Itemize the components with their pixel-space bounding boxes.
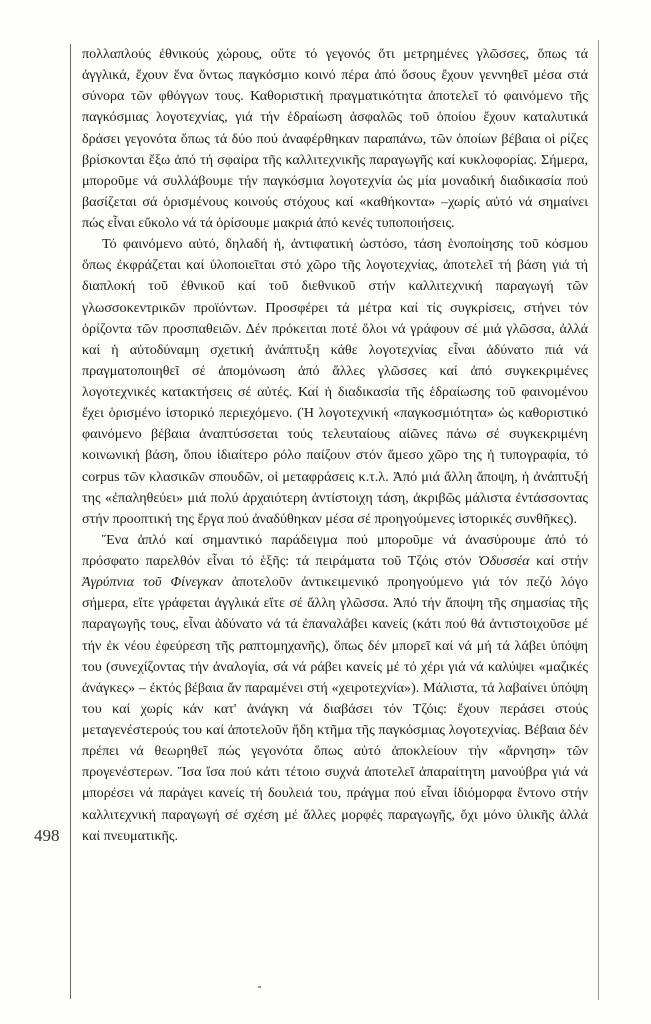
- paragraph-3: [82, 530, 588, 847]
- scan-speck: [258, 986, 261, 988]
- paragraph-text: καί στήν: [529, 553, 588, 569]
- paragraph-2: [82, 234, 588, 530]
- paragraph-1: [82, 44, 588, 234]
- page-number: 498: [34, 826, 60, 845]
- left-margin-rule: [70, 44, 71, 999]
- paragraph-text: ἀποτελοῦν ἀντικειμενικό προηγούμενο γιά τόν πεζό λόγο σήμερα, εἴτε γράφεται ἀγγλικά εἴτε σέ ἄλλη γλῶσσα. Ἀπό τήν ἄποψη τῆς σημασίας τῆς παραγωγῆς τους, εἶναι ἀδύνατο νά τά ἐπαναλάβει κανείς (κάτι πού θά ἀντιστοιχοῦσε μέ τήν ἐκ νέου ἐφεύρεση τῆς ραπτομηχανῆς), ὅπως δέν μπορεῖ καί νά μή τά λάβει ὑπόψη του (συνεχίζοντας τήν ἀναλογία, σά νά ράβει κανείς μέ τό χέρι γιά νά καλύψει «μαζικές ἀνάγκες» – ἐκτός βέβαια ἄν παραμένει στή «χειροτεχνία»). Μάλιστα, τά λαβαίνει ὑπόψη του καί χωρίς κάν κατ' ἀνάγκη νά διαβάσει τόν Τζόις: ἔχουν περάσει στούς μεταγενέστερούς του καί ἀποτελοῦν ἤδη κτῆμα τῆς παγκόσμιας λογοτεχνίας. Βέβαια δέν πρέπει νά θεωρηθεῖ πώς γεγονότα ὅπως αὐτό ἀποκλείουν τήν «ἄρνηση» τῶν προγενέστερων. Ἴσα ἴσα πού κάτι τέτοιο συχνά ἀποτελεῖ ἀπαραίτητη μανούβρα γιά νά μπορέσει νά παράγει κανείς τή δουλειά του, πράγμα πού εἶναι ἰδιόμορφα ἔντονο στήν καλλιτεχνική παραγωγή σέ σχέση μέ ἄλλες μορφές παραγωγῆς, ὄχι μόνο ὑλικῆς ἀλλά καί πνευματικῆς.: [82, 574, 588, 844]
- title-odyssey: Ὀδυσσέα: [478, 553, 530, 569]
- title-finnegans-wake: Ἀγρύπνια τοῦ Φίνεγκαν: [82, 574, 223, 591]
- paragraph-text: Ἕνα ἁπλό καί σημαντικό παράδειγμα πού μποροῦμε νά ἀνασύρουμε ἀπό τό πρόσφατο παρελθόν εἶναι τό ἑξῆς: τά πειράματα τοῦ Τζόις στόν: [82, 531, 588, 569]
- paragraph-text: πολλαπλούς ἐθνικούς χώρους, οὔτε τό γεγονός ὅτι μετρημένες γλῶσσες, ὅπως τά ἀγγλικά, ἔχουν ἕνα ὄντως παγκόσμιο κοινό πέρα ἀπό ὅσους ἔχουν γεννηθεῖ μέσα στά σύνορα τῶν φθόγγων τους. Καθοριστική πραγματικότητα ἀποτελεῖ τό φαινόμενο τῆς παγκόσμιας λογοτεχνίας, γιά τήν ἑδραίωση ἀσφαλῶς τοῦ ὁποίου ἔχουν καταλυτικά δράσει γεγονότα ὅπως τά δύο πού ἀναφέρθηκαν παραπάνω, τῶν ὁποίων βέβαια οἱ ρίζες βρίσκονται ἔξω ἀπό τή σφαίρα τῆς καλλιτεχνικῆς παραγωγῆς καί κυκλοφορίας. Σήμερα, μποροῦμε νά συλλάβουμε τήν παγκόσμια λογοτεχνία ὡς μία μοναδική διαδικασία πού βασίζεται σά ὁρισμένους κοινούς στόχους καί «καθήκοντα» –χωρίς αὐτό νά σημαίνει πώς εἶναι εὔκολο νά τά ὁρίσουμε μακριά ἀπό κενές τυποποιήσεις.: [82, 46, 588, 231]
- paragraph-text: Τό φαινόμενο αὐτό, δηλαδή ἡ, ἀντιφατική ὡστόσο, τάση ἑνοποίησης τοῦ κόσμου ὅπως ἐκφράζεται καί ὑλοποιεῖται στό χῶρο τῆς λογοτεχνίας, ἀποτελεῖ τή βάση γιά τή διαπλοκή τοῦ ἐθνικοῦ καί τοῦ διεθνικοῦ στήν καλλιτεχνική παραγωγή τῶν γλωσσοκεντρικῶν προϊόντων. Προσφέρει τά μέτρα καί τίς συγκρίσεις, στήνει τόν ὁρίζοντα τῶν προσπαθειῶν. Δέν πρόκειται ποτέ ὅλοι νά γράφουν σέ μιά γλῶσσα, ἀλλά καί ἡ αὐτοδύναμη σχετική ἀνάπτυξη κάθε λογοτεχνίας εἶναι ἀδύνατο πιά νά πραγματοποιηθεῖ σέ ἀπομόνωση ἀπό ἄλλες γλῶσσες καί ἀπό συγκεκριμένες λογοτεχνικές κατακτήσεις σέ αὐτές. Καί ἡ διαδικασία τῆς ἑδραίωσης τοῦ φαινομένου ἔχει ὁρισμένο ἱστορικό περιεχόμενο. (Ἡ λογοτεχνική «παγκοσμιότητα» ὡς καθοριστικό φαινόμενο βέβαια ἀναπτύσσεται τούς τελευταίους αἰῶνες πάνω σέ συγκεκριμένη κοινωνική βάση, ὅπου ἰδιαίτερο ρόλο παίζουν στόν ἄμεσο χῶρο της ἡ τυπογραφία, τό corpus τῶν κλασικῶν σπουδῶν, οἱ μεταφράσεις κ.τ.λ. Ἀπό μιά ἄλλη ἄποψη, ἡ ἀνάπτυξή της «ἐπαληθεύει» μιά πολύ ἀρχαιότερη ἀντίστοιχη τάση, ἀκριβῶς μάλιστα ἐντάσσοντας στήν προοπτική της ἔργα πού ἀναδύθηκαν μέσα σέ προηγούμενες ἱστορικές συνθῆκες).: [82, 236, 588, 527]
- body-text: [82, 44, 588, 847]
- right-page-edge: [598, 40, 599, 1000]
